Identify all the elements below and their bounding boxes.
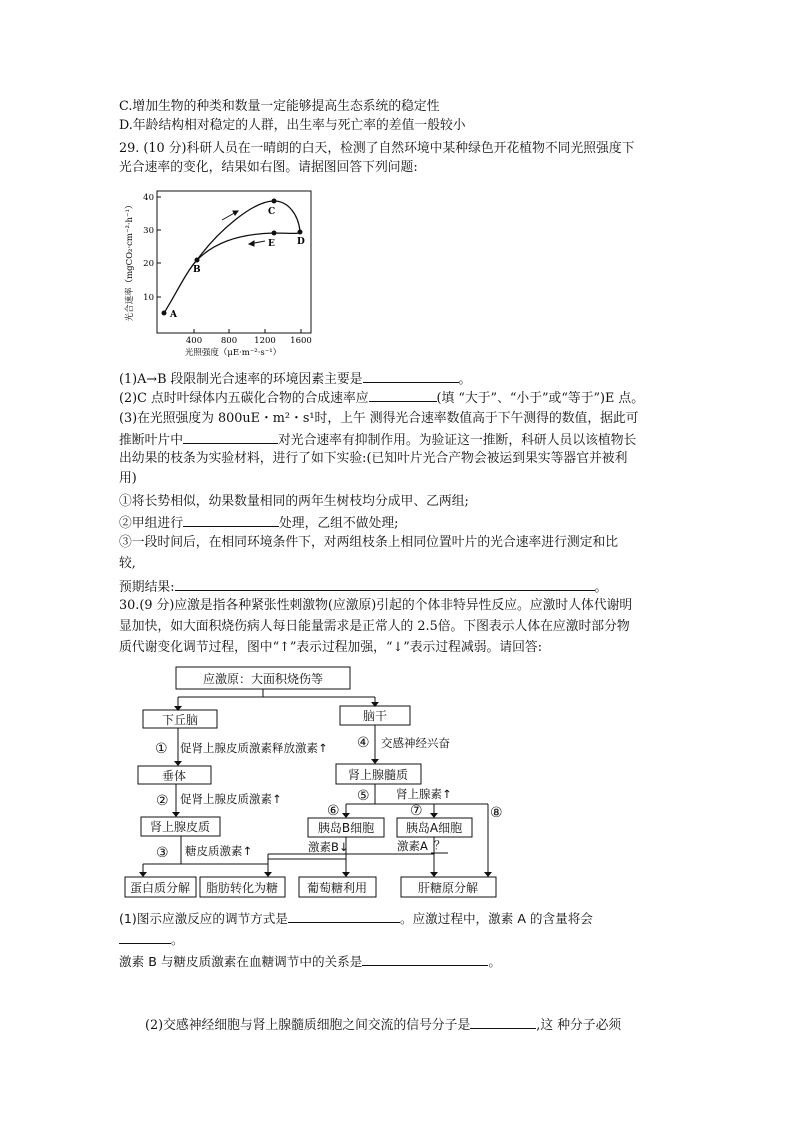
q29-3-text-b: 对光合速率有抑制作用。为验证这一推断，科研人员以该植物长 [277,433,637,448]
answer-blank-9[interactable] [470,1016,536,1029]
q29-2 [119,389,644,407]
curve-afternoon [197,233,300,260]
epinephrine-label: 肾上腺素↑ [396,787,452,801]
sympathetic-label: 交感神经兴奋 [381,736,450,750]
graph-y-ticks [143,193,161,303]
q29-1-end: 。 [458,372,472,387]
num-3: ③ [156,845,169,861]
graph-xlabel: 光照强度（μE·m⁻²·s⁻¹） [184,348,282,358]
step-1: ①将长势相似，幼果数量相同的两年生树枝均分成甲、乙两组; [119,494,469,509]
ytick-30: 30 [143,226,154,236]
q30-1-text: (1)图示应激反应的调节方式是 [119,911,288,926]
label-d: D [297,237,305,247]
point-a [162,311,167,316]
fat-text: 脂肪转化为糖 [205,881,279,895]
q30-stem-2: 显加快，如大面积烧伤病人每日能量需求是正常人的 2.5倍。下图表示人体在应激时部分物 [119,619,630,634]
option-d: D.年龄结构相对稳定的人群，出生率与死亡率的差值一般较小 [119,118,466,133]
num-2: ② [156,793,169,809]
photosynthesis-graph [118,186,318,358]
prediction-label: 预期结果: [119,580,175,595]
glycogen-text: 肝糖原分解 [417,881,479,895]
option-c: C.增加生物的种类和数量一定能够提高生态系统的稳定性 [119,99,440,114]
q29-2-end: (填 “大于”、“小于”或“等于”)E 点。 [436,391,645,406]
crh-label: 促肾上腺皮质激素释放激素↑ [180,741,328,755]
step-3-line1: ③一段时间后，在相同环境条件下，对两组枝条上相同位置叶片的光合速率进行测定和比 [119,535,619,550]
ytick-40: 40 [143,193,154,203]
q30-stem-1: 30.(9 分)应激是指各种紧张性刺激物(应激原)引起的个体非特异性反应。应激时人体代谢明 [119,598,633,613]
q30-1-text-b: 。应激过程中，激素 A 的含量将会 [399,911,593,926]
xtick-1600: 1600 [290,336,312,346]
label-e: E [268,239,275,249]
graph-ylabel: 光合速率（mgCO₂·cm⁻²·h⁻¹） [125,200,135,322]
q29-stem-2: 光合速率的变化，结果如右图。请据图回答下列问题: [119,160,418,175]
ytick-10: 10 [143,293,154,303]
q30-2-end: ,这 种分子必须 [536,1018,622,1033]
step-3-line2: 较, [119,556,136,571]
stress-regulation-diagram [118,664,518,906]
num-5: ⑤ [357,788,370,804]
ytick-20: 20 [143,259,154,269]
q30-1-end: 。 [171,932,184,947]
point-d [298,230,303,235]
label-b: B [193,265,201,275]
hormone-b-label: 激素B↓ [308,840,349,854]
q29-3-line3: 出幼果的枝条为实验材料，进行了如下实验:(已知叶片光合产物会被运到果实等器官并被利 [119,451,628,466]
xtick-800: 800 [220,336,238,346]
answer-blank-5[interactable] [175,578,595,591]
point-e [272,231,277,236]
hormone-a-question: ？ [434,838,446,852]
q30-stem-3: 质代谢变化调节过程，图中“↑”表示过程加强，“↓”表示过程减弱。请回答: [119,640,543,655]
answer-blank-6[interactable] [288,910,400,923]
q29-3-line4: 用) [119,471,137,486]
q30-1-line3 [119,953,501,970]
adrenal-medulla-text: 肾上腺髓质 [347,768,409,782]
acth-label: 促肾上腺皮质激素↑ [180,792,282,806]
xtick-1200: 1200 [254,336,276,346]
q30-1-relation: 激素 B 与糖皮质激素在血糖调节中的关系是 [119,954,363,969]
q29-3-line1: (3)在光照强度为 800uE・m²・s¹时，上午 测得光合速率数值高于下午测得的数值，据此可 [119,411,639,426]
q30-1-line2 [119,931,184,948]
xtick-400: 400 [185,336,203,346]
num-8: ⑧ [490,805,503,821]
answer-blank-8[interactable] [362,953,488,966]
pituitary-text: 垂体 [161,769,187,783]
num-7: ⑦ [410,803,423,819]
glucose-text: 葡萄糖利用 [306,881,368,895]
num-4: ④ [357,735,370,751]
prediction-end: 。 [594,580,608,595]
q30-1-relation-end: 。 [488,954,501,969]
num-6: ⑥ [327,803,340,819]
beta-cell-text: 胰岛B细胞 [317,821,375,835]
brainstem-text: 脑干 [362,709,388,723]
q29-3-text-a: 推断叶片中 [119,433,183,448]
hypothalamus-text: 下丘脑 [161,713,199,727]
num-1: ① [155,741,168,757]
curve-morning [164,201,300,313]
q30-1-line1 [119,910,593,927]
q29-1 [119,370,471,388]
q30-2-text: (2)交感神经细胞与肾上腺髓质细胞之间交流的信号分子是 [145,1018,471,1033]
answer-blank-2[interactable] [369,389,437,402]
protein-text: 蛋白质分解 [129,881,191,895]
answer-blank-1[interactable] [363,370,459,383]
point-c [272,199,277,204]
answer-blank-7[interactable] [119,931,171,944]
q29-1-text: (1)A→B 段限制光合速率的环境因素主要是 [119,372,363,387]
glucocorticoid-label: 糖皮质激素↑ [185,844,253,858]
step-2-text: ②甲组进行 [119,516,183,531]
alpha-cell-text: 胰岛A细胞 [405,821,463,835]
step-2 [119,514,398,532]
prediction [119,578,607,596]
point-b [195,258,200,263]
step-2-end: 处理，乙组不做处理; [278,516,399,531]
label-a: A [170,310,177,320]
hormone-a-label: 激素A [397,839,428,853]
adrenal-cortex-text: 肾上腺皮质 [149,820,211,834]
answer-blank-3[interactable] [183,431,278,444]
graph-x-ticks [186,329,312,346]
stressor-text: 应激原：大面积烧伤等 [202,672,324,686]
label-c: C [268,207,276,217]
q29-3-line2 [119,431,636,449]
answer-blank-4[interactable] [183,514,279,527]
q29-2-text: (2)C 点时叶绿体内五碳化合物的合成速率应 [119,391,369,406]
q29-stem-1: 29. (10 分)科研人员在一晴朗的白天，检测了自然环境中某种绿色开花植物不同光照强度下 [119,141,635,156]
q30-2 [145,1016,621,1034]
